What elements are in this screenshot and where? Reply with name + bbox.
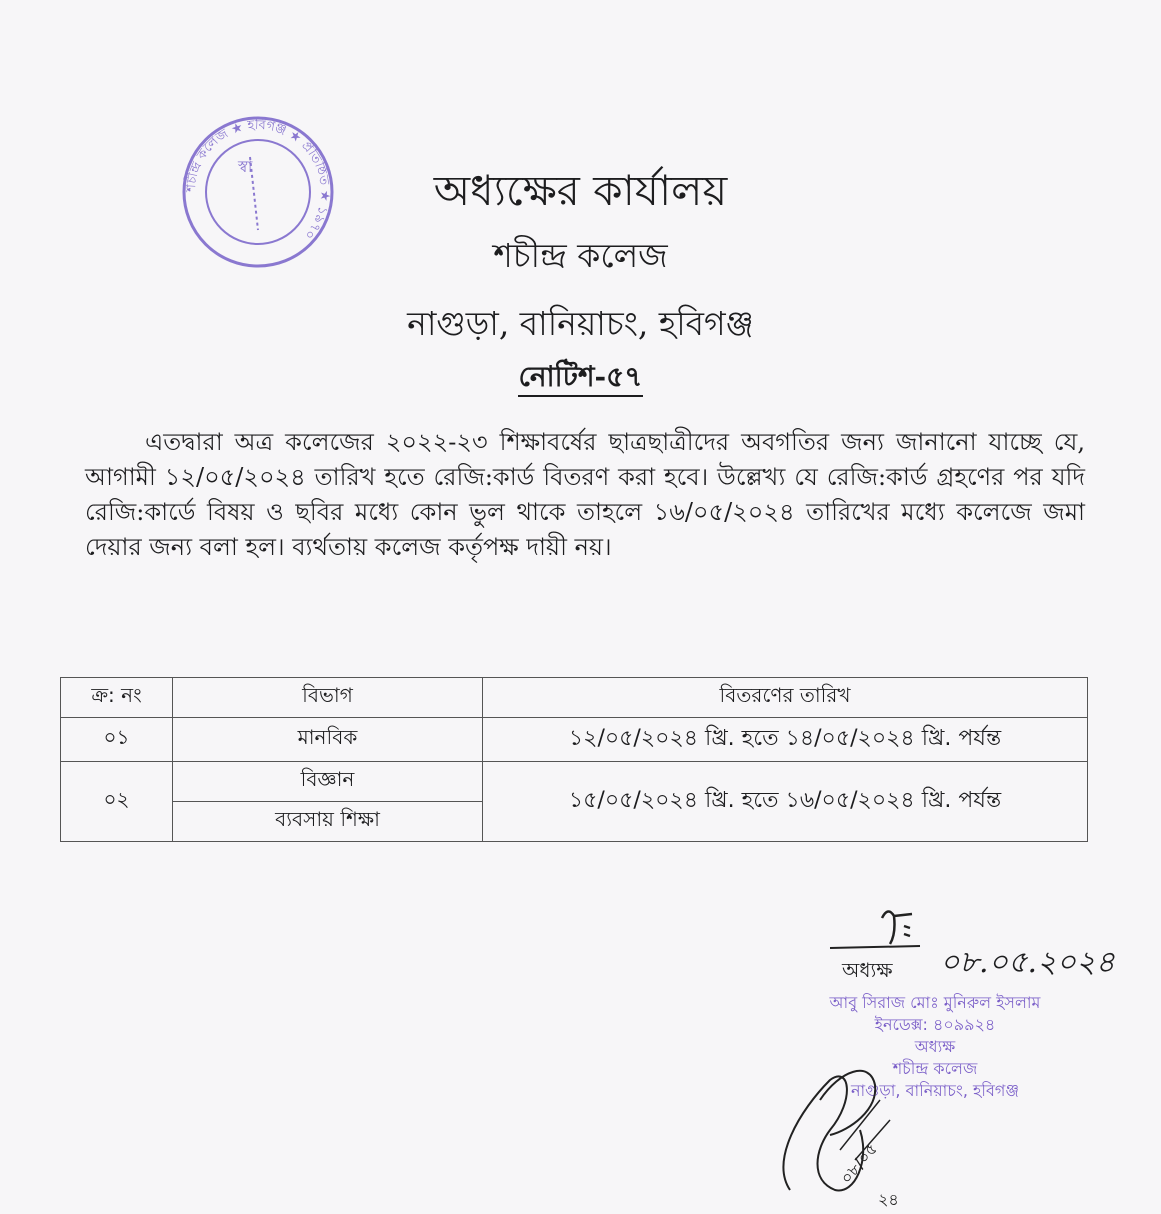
column-header: ক্র: নং <box>61 678 173 718</box>
table-row <box>61 762 1088 802</box>
stamp-college: শচীন্দ্র কলেজ <box>892 1059 978 1078</box>
svg-text:স্বা: স্বা <box>238 157 253 176</box>
serial-cell: ০২ <box>61 762 173 842</box>
handwritten-initials-icon <box>760 1040 920 1210</box>
svg-text:২৪: ২৪ <box>878 1190 899 1209</box>
signature-mark-icon <box>820 900 940 960</box>
department-cell: ব্যবসায় শিক্ষা <box>173 802 483 842</box>
distribution-table <box>60 677 1088 842</box>
stamp-index: ইনডেক্স: ৪০৯৯২৪ <box>874 1015 996 1034</box>
stamp-name: আবু সিরাজ মোঃ মুনিরুল ইসলাম <box>829 993 1041 1012</box>
signatory-role: অধ্যক্ষ <box>842 958 893 982</box>
signature-date: ০৮.০৫.২০২৪ <box>940 945 1116 980</box>
svg-text:০৮/০৫: ০৮/০৫ <box>836 1139 882 1188</box>
college-name: শচীন্দ্র কলেজ <box>493 236 668 275</box>
column-header: বিভাগ <box>173 678 483 718</box>
svg-text:শচীন্দ্র কলেজ ★ হবিগঞ্জ ★ প্রত: শচীন্দ্র কলেজ ★ হবিগঞ্জ ★ প্রতিষ্ঠিত ★ ১৯৭০ <box>183 117 333 243</box>
notice-number: নোটিশ-৫৭ <box>0 355 1161 402</box>
stamp-address: নাগুড়া, বানিয়াচং, হবিগঞ্জ <box>850 1081 1020 1100</box>
column-header: বিতরণের তারিখ <box>483 678 1088 718</box>
college-address: নাগুড়া, বানিয়াচং, হবিগঞ্জ <box>407 304 754 343</box>
table-header-row <box>61 678 1088 718</box>
date-cell: ১২/০৫/২০২৪ খ্রি. হতে ১৪/০৫/২০২৪ খ্রি. পর্যন্ত <box>483 718 1088 762</box>
office-title: অধ্যক্ষের কার্যালয় <box>433 166 728 215</box>
stamp-title: অধ্যক্ষ <box>914 1037 956 1056</box>
department-cell: বিজ্ঞান <box>173 762 483 802</box>
serial-cell: ০১ <box>61 718 173 762</box>
table-row <box>61 718 1088 762</box>
date-cell: ১৫/০৫/২০২৪ খ্রি. হতে ১৬/০৫/২০২৪ খ্রি. পর্যন্ত <box>483 762 1088 842</box>
department-cell: মানবিক <box>173 718 483 762</box>
notice-body: এতদ্বারা অত্র কলেজের ২০২২-২৩ শিক্ষাবর্ষের ছাত্রছাত্রীদের অবগতির জন্য জানানো যাচ্ছে যে, আগামী ১২/০৫/২০২৪ তারিখ হতে রেজি:কার্ড বিতরণ করা হবে। উল্লেখ্য যে রেজি:কার্ড গ্রহণের পর যদি রেজি:কার্ডে বিষয় ও ছবির মধ্যে কোন ভুল থাকে তাহলে ১৬/০৫/২০২৪ তারিখের মধ্যে কলেজে জমা দেয়ার জন্য বলা হল। ব্যর্থতায় কলেজ কর্তৃপক্ষ দায়ী নয়। <box>85 428 1085 561</box>
